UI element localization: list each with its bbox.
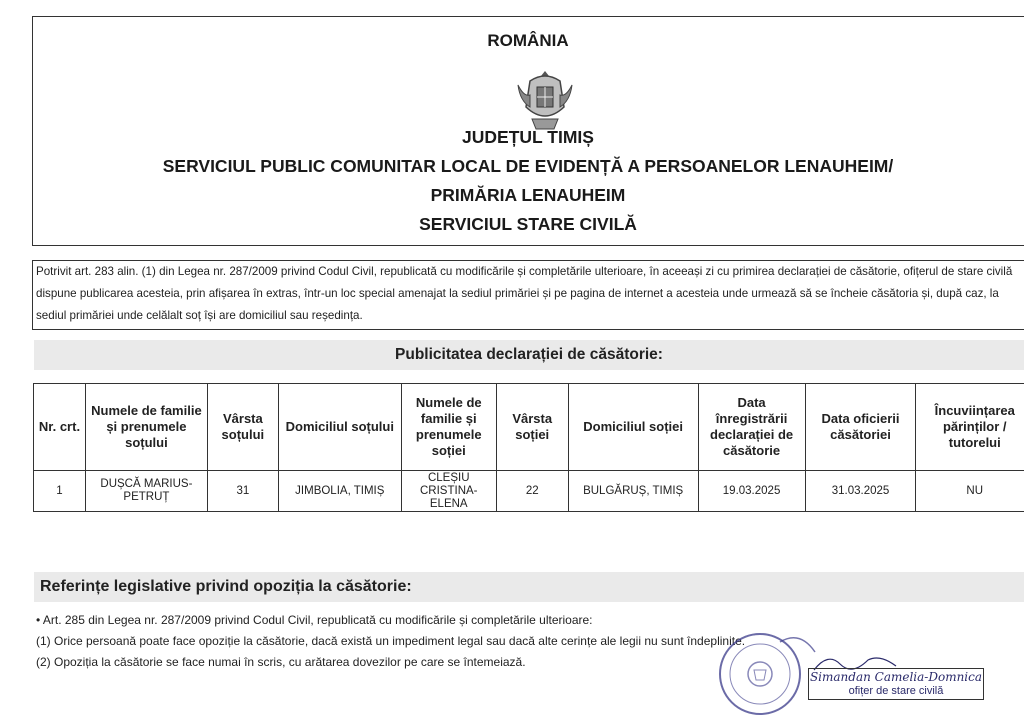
column-header: Numele de familie și prenumele soțului — [85, 384, 207, 471]
cell-husband-age: 31 — [207, 471, 278, 512]
cell-nr: 1 — [34, 471, 86, 512]
header-box — [32, 16, 1024, 246]
section-title: Publicitatea declarației de căsătorie: — [34, 340, 1024, 370]
cell-consent: NU — [916, 471, 1024, 512]
reference-line: • Art. 285 din Legea nr. 287/2009 privind Codul Civil, republicată cu modificările și completările ulterioare: — [36, 613, 593, 627]
cell-husband-address: JIMBOLIA, TIMIȘ — [278, 471, 401, 512]
reference-line: (2) Opoziția la căsătorie se face numai în scris, cu arătarea dovezilor pe care se întemeiază. — [36, 655, 526, 669]
column-header: Domiciliul soției — [568, 384, 698, 471]
cell-husband-name: DUȘCĂ MARIUS-PETRUȚ — [85, 471, 207, 512]
service-title-line2: PRIMĂRIA LENAUHEIM — [430, 185, 626, 205]
cell-wife-name: CLEȘIU CRISTINA-ELENA — [401, 471, 496, 512]
column-header: Data oficierii căsătoriei — [805, 384, 916, 471]
column-header: Domiciliul soțului — [278, 384, 401, 471]
signature-role: ofițer de stare civilă — [848, 685, 944, 697]
country-title: ROMÂNIA — [487, 31, 569, 50]
signature-name: Simandan Camelia-Domnica — [809, 670, 983, 684]
service-title-line1: SERVICIUL PUBLIC COMUNITAR LOCAL DE EVIDENȚĂ A PERSOANELOR LENAUHEIM/ — [162, 156, 894, 176]
legal-notice: Potrivit art. 283 alin. (1) din Legea nr. 287/2009 privind Codul Civil, republicată cu modificările și completările ulterioare, în aceeași zi cu primirea declarației de căsătorie, ofițerul de stare civilă dispune publicarea acesteia, prin afișarea în extras, într-un loc special amenajat la sediul primăriei și pe pagina de internet a acesteia unde urmează să se încheie căsătoria și, după caz, la sediul primăriei unde celălalt soț își are domiciliul sau reședința. — [32, 260, 1024, 330]
column-header: Data înregistrării declarației de căsătorie — [698, 384, 805, 471]
official-round-stamp-icon — [710, 622, 820, 722]
cell-registration-date: 19.03.2025 — [698, 471, 805, 512]
column-header: Numele de familie și prenumele soției — [401, 384, 496, 471]
signature-box — [808, 668, 984, 700]
cell-wife-age: 22 — [496, 471, 568, 512]
cell-wife-address: BULGĂRUȘ, TIMIȘ — [568, 471, 698, 512]
reference-line: (1) Orice persoană poate face opoziție la căsătorie, dacă există un impediment legal sau dacă alte cerințe ale legii nu sunt îndeplinite. — [36, 634, 746, 648]
column-header: Vârsta soțului — [207, 384, 278, 471]
references-title: Referințe legislative privind opoziția la căsătorie: — [34, 572, 1024, 602]
column-header: Încuviințarea părinților / tutorelui — [916, 384, 1024, 471]
marriage-declaration-table — [33, 383, 1024, 512]
column-header: Vârsta soției — [496, 384, 568, 471]
table-row — [34, 471, 1024, 512]
table-header-row — [34, 384, 1024, 471]
cell-ceremony-date: 31.03.2025 — [805, 471, 916, 512]
county-title: JUDEȚUL TIMIȘ — [462, 127, 594, 147]
department-title: SERVICIUL STARE CIVILĂ — [419, 214, 637, 234]
header-lines — [33, 123, 1023, 239]
column-header: Nr. crt. — [34, 384, 86, 471]
